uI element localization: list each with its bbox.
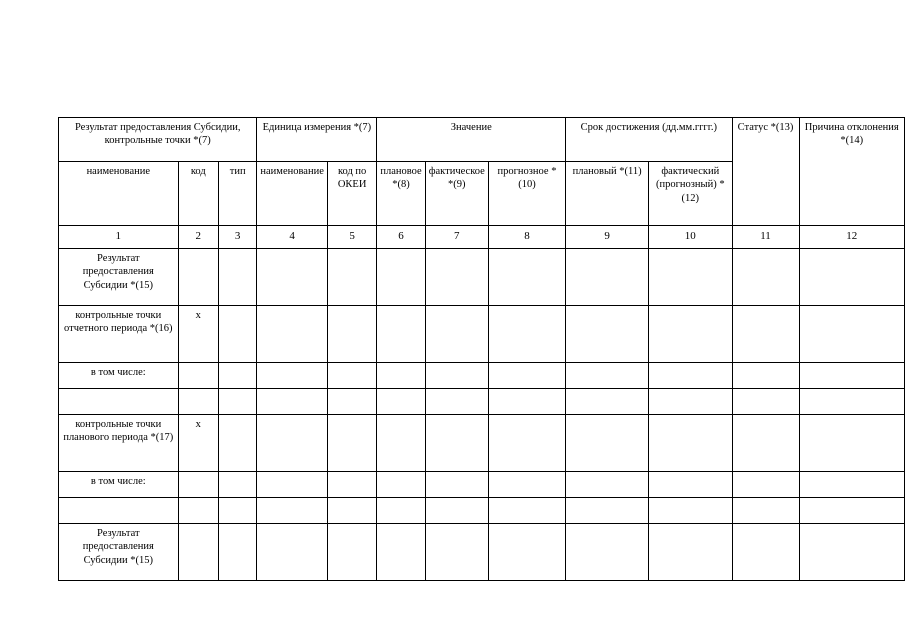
okei-subheader: код по ОКЕИ bbox=[327, 162, 377, 226]
table-cell bbox=[257, 524, 327, 581]
table-cell bbox=[488, 524, 565, 581]
table-cell bbox=[218, 498, 256, 524]
result-group-header: Результат предоставления Субсидии, контрольные точки *(7) bbox=[59, 118, 257, 162]
table-cell bbox=[257, 306, 327, 363]
table-cell bbox=[218, 363, 256, 389]
table-cell bbox=[566, 524, 649, 581]
table-cell bbox=[566, 389, 649, 415]
code-subheader: код bbox=[178, 162, 218, 226]
table-cell bbox=[649, 415, 732, 472]
table-cell bbox=[799, 524, 905, 581]
table-cell bbox=[649, 472, 732, 498]
table-cell bbox=[327, 524, 377, 581]
table-cell bbox=[566, 306, 649, 363]
table-cell bbox=[178, 498, 218, 524]
table-cell bbox=[566, 249, 649, 306]
table-cell bbox=[377, 249, 425, 306]
reason-header: Причина отклонения *(14) bbox=[799, 118, 905, 226]
table-cell bbox=[377, 472, 425, 498]
table-cell bbox=[377, 524, 425, 581]
table-cell bbox=[377, 415, 425, 472]
table-cell bbox=[257, 415, 327, 472]
table-cell bbox=[732, 498, 799, 524]
table-cell bbox=[425, 498, 488, 524]
table-cell bbox=[178, 389, 218, 415]
result-row-label: Результат предоставления Субсидии *(15) bbox=[59, 249, 179, 306]
result-row-label: Результат предоставления Субсидии *(15) bbox=[59, 524, 179, 581]
table-cell bbox=[649, 498, 732, 524]
table-cell bbox=[377, 306, 425, 363]
table-cell bbox=[377, 363, 425, 389]
table-cell bbox=[178, 249, 218, 306]
subsidy-results-table bbox=[58, 117, 905, 581]
table-cell bbox=[799, 415, 905, 472]
header-row-1 bbox=[59, 118, 905, 162]
table-cell bbox=[488, 306, 565, 363]
column-number: 7 bbox=[425, 226, 488, 249]
column-number: 4 bbox=[257, 226, 327, 249]
table-row bbox=[59, 415, 905, 472]
table-cell bbox=[327, 363, 377, 389]
column-number: 6 bbox=[377, 226, 425, 249]
table-cell bbox=[425, 472, 488, 498]
table-cell bbox=[425, 524, 488, 581]
table-row bbox=[59, 306, 905, 363]
table-cell bbox=[566, 415, 649, 472]
table-row bbox=[59, 249, 905, 306]
table-cell bbox=[425, 249, 488, 306]
table-cell bbox=[732, 524, 799, 581]
unit-name-subheader: наименование bbox=[257, 162, 327, 226]
table-cell bbox=[218, 472, 256, 498]
table-cell bbox=[218, 306, 256, 363]
checkpoints-reporting-code: x bbox=[178, 306, 218, 363]
table-cell bbox=[257, 363, 327, 389]
type-subheader: тип bbox=[218, 162, 256, 226]
table-row bbox=[59, 389, 905, 415]
table-cell bbox=[218, 415, 256, 472]
table-cell bbox=[488, 389, 565, 415]
table-cell bbox=[488, 415, 565, 472]
name-subheader: наименование bbox=[59, 162, 179, 226]
table-row bbox=[59, 472, 905, 498]
table-cell bbox=[488, 498, 565, 524]
table-cell bbox=[178, 524, 218, 581]
table-cell bbox=[59, 498, 179, 524]
table-cell bbox=[649, 363, 732, 389]
table-cell bbox=[377, 498, 425, 524]
checkpoints-planned-label: контрольные точки планового периода *(17) bbox=[59, 415, 179, 472]
checkpoints-planned-code: x bbox=[178, 415, 218, 472]
table-cell bbox=[218, 524, 256, 581]
table-cell bbox=[488, 472, 565, 498]
table-cell bbox=[488, 249, 565, 306]
table-cell bbox=[257, 498, 327, 524]
table-row bbox=[59, 363, 905, 389]
table-cell bbox=[649, 306, 732, 363]
table-cell bbox=[218, 389, 256, 415]
table-cell bbox=[799, 249, 905, 306]
table-cell bbox=[732, 472, 799, 498]
table-cell bbox=[425, 415, 488, 472]
table-cell bbox=[425, 306, 488, 363]
status-header: Статус *(13) bbox=[732, 118, 799, 226]
table-cell bbox=[257, 249, 327, 306]
table-cell bbox=[732, 363, 799, 389]
including-label: в том числе: bbox=[59, 472, 179, 498]
table-cell bbox=[566, 472, 649, 498]
actual-subheader: фактическое *(9) bbox=[425, 162, 488, 226]
table-cell bbox=[327, 249, 377, 306]
table-cell bbox=[327, 389, 377, 415]
deadline-group-header: Срок достижения (дд.мм.гггг.) bbox=[566, 118, 732, 162]
table-cell bbox=[327, 472, 377, 498]
table-cell bbox=[799, 498, 905, 524]
table-row bbox=[59, 498, 905, 524]
table-cell bbox=[566, 363, 649, 389]
column-number: 5 bbox=[327, 226, 377, 249]
table-cell bbox=[425, 389, 488, 415]
planned-subheader: плановое *(8) bbox=[377, 162, 425, 226]
table-cell bbox=[799, 472, 905, 498]
table-cell bbox=[257, 389, 327, 415]
value-group-header: Значение bbox=[377, 118, 566, 162]
deadline-actual-subheader: фактический (прогнозный) *(12) bbox=[649, 162, 732, 226]
column-number: 1 bbox=[59, 226, 179, 249]
table-cell bbox=[327, 306, 377, 363]
column-number: 3 bbox=[218, 226, 256, 249]
table-cell bbox=[566, 498, 649, 524]
table-row bbox=[59, 524, 905, 581]
table-cell bbox=[732, 249, 799, 306]
table-cell bbox=[649, 249, 732, 306]
table-cell bbox=[649, 524, 732, 581]
table-cell bbox=[218, 249, 256, 306]
column-numbers-row bbox=[59, 226, 905, 249]
column-number: 11 bbox=[732, 226, 799, 249]
column-number: 10 bbox=[649, 226, 732, 249]
checkpoints-reporting-label: контрольные точки отчетного периода *(16) bbox=[59, 306, 179, 363]
deadline-planned-subheader: плановый *(11) bbox=[566, 162, 649, 226]
column-number: 8 bbox=[488, 226, 565, 249]
table-cell bbox=[799, 389, 905, 415]
column-number: 2 bbox=[178, 226, 218, 249]
table-cell bbox=[799, 363, 905, 389]
table-cell bbox=[327, 415, 377, 472]
table-cell bbox=[178, 363, 218, 389]
including-label: в том числе: bbox=[59, 363, 179, 389]
unit-group-header: Единица измерения *(7) bbox=[257, 118, 377, 162]
column-number: 12 bbox=[799, 226, 905, 249]
table-cell bbox=[257, 472, 327, 498]
table-cell bbox=[732, 415, 799, 472]
table-cell bbox=[178, 472, 218, 498]
table-cell bbox=[488, 363, 565, 389]
forecast-subheader: прогнозное *(10) bbox=[488, 162, 565, 226]
table-cell bbox=[327, 498, 377, 524]
table-cell bbox=[425, 363, 488, 389]
column-number: 9 bbox=[566, 226, 649, 249]
table-cell bbox=[377, 389, 425, 415]
table-cell bbox=[732, 306, 799, 363]
table-cell bbox=[59, 389, 179, 415]
table-cell bbox=[649, 389, 732, 415]
table-cell bbox=[732, 389, 799, 415]
table-cell bbox=[799, 306, 905, 363]
